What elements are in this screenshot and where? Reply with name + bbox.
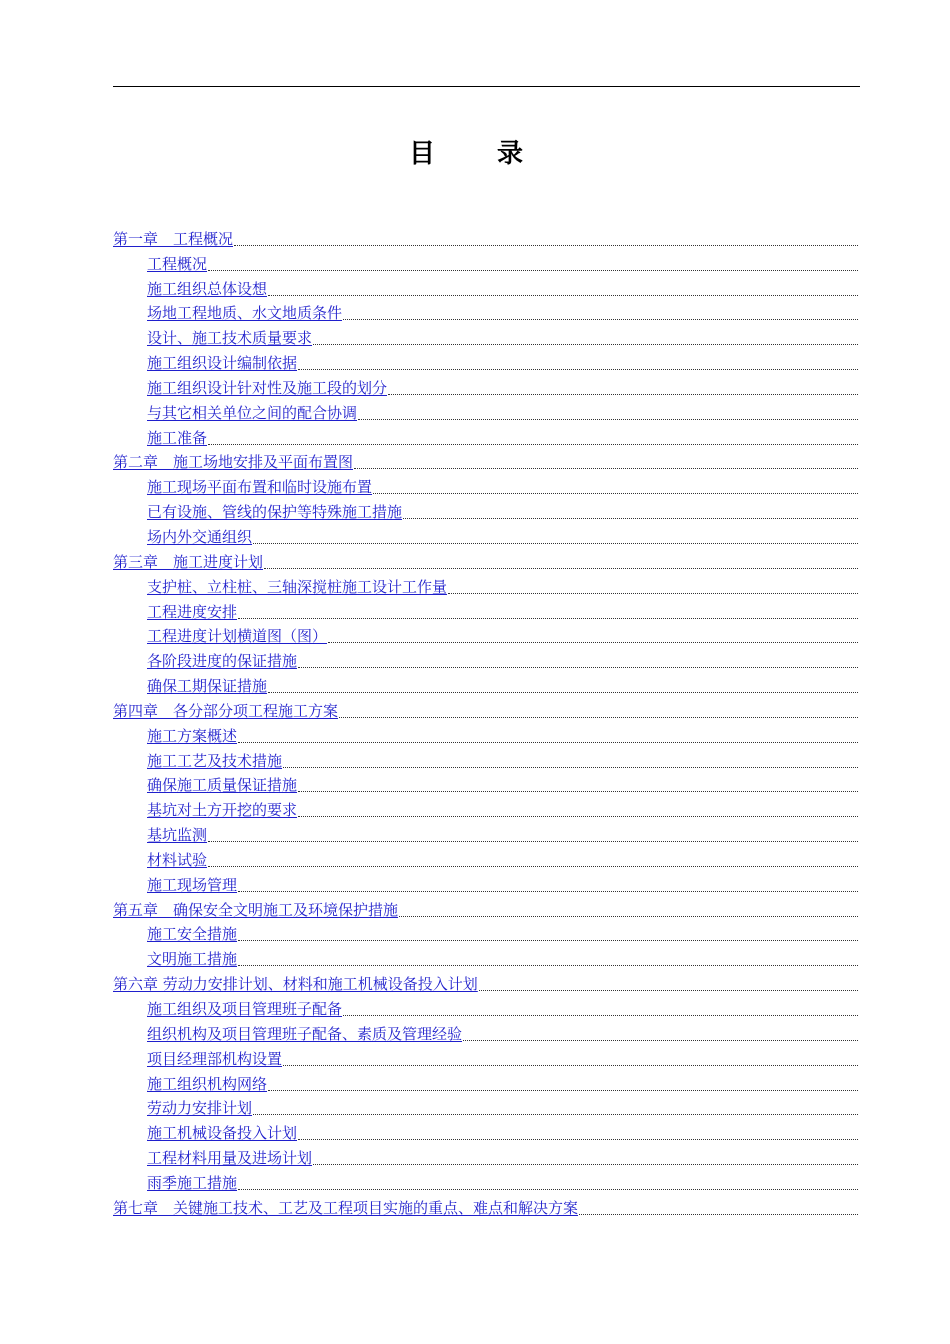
toc-section-link[interactable] <box>113 350 858 375</box>
toc-entry-label[interactable]: 施工组织机构网络 <box>147 1074 268 1093</box>
toc-entry-label[interactable]: 已有设施、管线的保护等特殊施工措施 <box>147 503 403 522</box>
toc-leader-dots <box>238 965 858 966</box>
toc-leader-dots <box>298 816 858 817</box>
toc-entry-label[interactable]: 施工准备 <box>147 428 208 447</box>
toc-section-link[interactable] <box>113 996 858 1021</box>
toc-leader-dots <box>313 344 858 345</box>
toc-leader-dots <box>313 1164 858 1165</box>
toc-chapter-link[interactable] <box>113 971 858 996</box>
toc-entry-label[interactable]: 施工安全措施 <box>147 925 238 944</box>
toc-entry-label[interactable]: 基坑对土方开挖的要求 <box>147 801 298 820</box>
toc-entry-label[interactable]: 文明施工措施 <box>147 950 238 969</box>
toc-section-link[interactable] <box>113 425 858 450</box>
toc-leader-dots <box>328 642 858 643</box>
toc-section-link[interactable] <box>113 847 858 872</box>
toc-leader-dots <box>264 568 858 569</box>
toc-leader-dots <box>388 394 858 395</box>
toc-section-link[interactable] <box>113 673 858 698</box>
toc-leader-dots <box>268 1090 858 1091</box>
toc-leader-dots <box>238 940 858 941</box>
toc-leader-dots <box>343 319 858 320</box>
toc-entry-label[interactable]: 施工方案概述 <box>147 726 238 745</box>
toc-entry-label[interactable]: 项目经理部机构设置 <box>147 1049 283 1068</box>
toc-leader-dots <box>298 369 858 370</box>
toc-leader-dots <box>298 1139 858 1140</box>
toc-leader-dots <box>208 841 858 842</box>
toc-section-link[interactable] <box>113 1021 858 1046</box>
toc-entry-label[interactable]: 第四章 各分部分项工程施工方案 <box>113 701 339 720</box>
toc-section-link[interactable] <box>113 1170 858 1195</box>
toc-leader-dots <box>358 419 858 420</box>
toc-entry-label[interactable]: 第五章 确保安全文明施工及环境保护措施 <box>113 900 399 919</box>
toc-section-link[interactable] <box>113 922 858 947</box>
toc-chapter-link[interactable] <box>113 698 858 723</box>
toc-section-link[interactable] <box>113 648 858 673</box>
toc-section-link[interactable] <box>113 276 858 301</box>
toc-entry-label[interactable]: 场地工程地质、水文地质条件 <box>147 304 343 323</box>
toc-entry-label[interactable]: 基坑监测 <box>147 826 208 845</box>
toc-leader-dots <box>298 667 858 668</box>
toc-section-link[interactable] <box>113 1071 858 1096</box>
toc-leader-dots <box>283 1065 858 1066</box>
toc-entry-label[interactable]: 雨季施工措施 <box>147 1173 238 1192</box>
toc-entry-label[interactable]: 确保施工质量保证措施 <box>147 776 298 795</box>
toc-entry-label[interactable]: 工程概况 <box>147 254 208 273</box>
toc-entry-label[interactable]: 施工机械设备投入计划 <box>147 1124 298 1143</box>
toc-entry-label[interactable]: 设计、施工技术质量要求 <box>147 329 313 348</box>
toc-leader-dots <box>208 444 858 445</box>
toc-section-link[interactable] <box>113 325 858 350</box>
toc-leader-dots <box>238 891 858 892</box>
toc-leader-dots <box>343 1015 858 1016</box>
toc-leader-dots <box>448 593 858 594</box>
toc-section-link[interactable] <box>113 1120 858 1145</box>
toc-leader-dots <box>268 295 858 296</box>
toc-section-link[interactable] <box>113 624 858 649</box>
toc-leader-dots <box>298 791 858 792</box>
toc-leader-dots <box>238 618 858 619</box>
toc-section-link[interactable] <box>113 723 858 748</box>
toc-section-link[interactable] <box>113 797 858 822</box>
toc-entry-label[interactable]: 支护桩、立柱桩、三轴深搅桩施工设计工作量 <box>147 577 448 596</box>
toc-section-link[interactable] <box>113 474 858 499</box>
toc-section-link[interactable] <box>113 872 858 897</box>
toc-leader-dots <box>373 493 858 494</box>
toc-entry-label[interactable]: 工程进度计划横道图（图） <box>147 627 328 646</box>
toc-entry-label[interactable]: 工程进度安排 <box>147 602 238 621</box>
toc-entry-label[interactable]: 第二章 施工场地安排及平面布置图 <box>113 453 354 472</box>
toc-section-link[interactable] <box>113 574 858 599</box>
toc-chapter-link[interactable] <box>113 226 858 251</box>
toc-section-link[interactable] <box>113 375 858 400</box>
toc-section-link[interactable] <box>113 773 858 798</box>
toc-leader-dots <box>283 767 858 768</box>
toc-leader-dots <box>399 916 858 917</box>
toc-entry-label[interactable]: 施工现场管理 <box>147 875 238 894</box>
toc-entry-label[interactable]: 场内外交通组织 <box>147 527 253 546</box>
toc-entry-label[interactable]: 与其它相关单位之间的配合协调 <box>147 403 358 422</box>
toc-entry-label[interactable]: 施工工艺及技术措施 <box>147 751 283 770</box>
toc-leader-dots <box>234 245 858 246</box>
toc-entry-label[interactable]: 施工组织设计编制依据 <box>147 354 298 373</box>
toc-leader-dots <box>463 1040 858 1041</box>
toc-leader-dots <box>253 1114 858 1115</box>
toc-leader-dots <box>403 518 858 519</box>
toc-section-link[interactable] <box>113 1046 858 1071</box>
toc-entry-label[interactable]: 劳动力安排计划 <box>147 1099 253 1118</box>
toc-chapter-link[interactable] <box>113 450 858 475</box>
toc-leader-dots <box>208 866 858 867</box>
toc-entry-label[interactable]: 施工现场平面布置和临时设施布置 <box>147 478 373 497</box>
toc-section-link[interactable] <box>113 599 858 624</box>
table-of-contents <box>113 226 858 1220</box>
toc-entry-label[interactable]: 材料试验 <box>147 850 208 869</box>
toc-leader-dots <box>238 1189 858 1190</box>
toc-entry-label[interactable]: 施工组织设计针对性及施工段的划分 <box>147 378 388 397</box>
toc-entry-label[interactable]: 施工组织总体设想 <box>147 279 268 298</box>
toc-entry-label[interactable]: 施工组织及项目管理班子配备 <box>147 1000 343 1018</box>
toc-section-link[interactable] <box>113 251 858 276</box>
toc-leader-dots <box>238 742 858 743</box>
toc-section-link[interactable] <box>113 301 858 326</box>
toc-entry-label[interactable]: 第三章 施工进度计划 <box>113 552 264 571</box>
toc-section-link[interactable] <box>113 822 858 847</box>
toc-section-link[interactable] <box>113 748 858 773</box>
toc-leader-dots <box>268 692 858 693</box>
toc-entry-label[interactable]: 第七章 关键施工技术、工艺及工程项目实施的重点、难点和解决方案 <box>113 1198 579 1217</box>
page-title: 目 录 <box>408 139 541 169</box>
toc-section-link[interactable] <box>113 400 858 425</box>
toc-section-link[interactable] <box>113 946 858 971</box>
toc-leader-dots <box>208 270 858 271</box>
toc-section-link[interactable] <box>113 1145 858 1170</box>
toc-chapter-link[interactable] <box>113 897 858 922</box>
toc-leader-dots <box>339 717 858 718</box>
toc-entry-label[interactable]: 各阶段进度的保证措施 <box>147 652 298 671</box>
header-rule <box>113 86 860 87</box>
toc-entry-label[interactable]: 工程材料用量及进场计划 <box>147 1149 313 1168</box>
toc-entry-label[interactable]: 确保工期保证措施 <box>147 677 268 696</box>
toc-section-link[interactable] <box>113 499 858 524</box>
toc-entry-label[interactable]: 组织机构及项目管理班子配备、素质及管理经验 <box>147 1024 463 1043</box>
toc-entry-label[interactable]: 第六章 劳动力安排计划、材料和施工机械设备投入计划 <box>113 975 478 994</box>
toc-chapter-link[interactable] <box>113 549 858 574</box>
toc-leader-dots <box>579 1214 858 1215</box>
toc-entry-label[interactable]: 第一章 工程概况 <box>113 229 234 248</box>
toc-section-link[interactable] <box>113 1096 858 1121</box>
toc-leader-dots <box>479 990 858 991</box>
toc-section-link[interactable] <box>113 524 858 549</box>
toc-leader-dots <box>253 543 858 544</box>
toc-chapter-link[interactable] <box>113 1195 858 1220</box>
toc-leader-dots <box>354 468 858 469</box>
